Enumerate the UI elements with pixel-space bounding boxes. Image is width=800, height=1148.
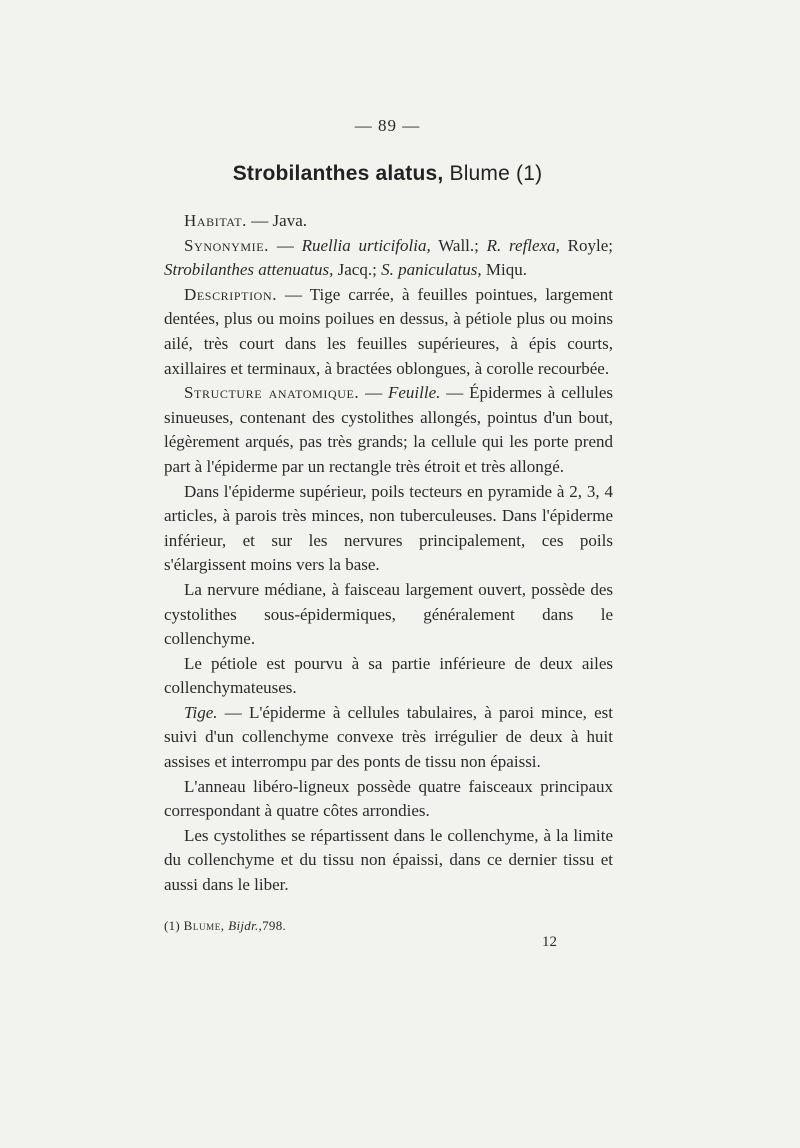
main-text — [164, 209, 613, 898]
stem-paragraph — [164, 701, 613, 775]
habitat-label: Habitat. — [184, 211, 248, 230]
separator: — — [269, 235, 302, 255]
body-paragraph: L'anneau libéro-ligneux possède quatre faisceaux principaux correspondant à quatre côtes arrondies. — [164, 776, 613, 821]
synonym: R. reflexa, — [486, 235, 560, 255]
species-title — [0, 162, 775, 186]
separator: — — [247, 211, 273, 230]
synonym-author: Jacq.; — [333, 260, 382, 280]
body-paragraph: Les cystolithes se répartissent dans le collenchyme, à la limite du collenchyme et du tissu non épaissi, dans ce dernier tissu et aussi dans le liber. — [164, 825, 613, 895]
synonym-author: Royle; — [559, 235, 613, 255]
synonymy-paragraph — [164, 234, 613, 283]
footnote-page: 798. — [262, 918, 287, 933]
habitat-paragraph — [164, 209, 613, 234]
stem-text: L'épiderme à cellules tabulaires, à paroi mince, est suivi d'un collenchyme convexe très irrégulier de deux à huit assises et interrompu par des ponts de tissu non épaissi. — [164, 702, 613, 772]
separator: — — [217, 702, 249, 722]
footnote-work: Bijdr., — [228, 918, 263, 933]
structure-paragraph — [164, 381, 613, 479]
description-paragraph — [164, 283, 613, 381]
leaf-subheading: Feuille. — [388, 383, 441, 403]
separator: — — [359, 383, 388, 403]
stem-subheading: Tige. — [184, 702, 218, 722]
synonym: S. paniculatus, — [381, 260, 482, 280]
structure-text: Épidermes à cellules sinueuses, contenant des cystolithes allongés, pointus d'un bout, légèrement arqués, pas très grands; la cellule qui les porte prend part à l'épiderme par un rectangle très étroit et très allongé. — [164, 383, 614, 476]
description-label: Description. — [184, 284, 278, 304]
page-number: — 89 — — [354, 116, 421, 135]
species-author: Blume (1) — [449, 162, 543, 185]
synonym: Strobilanthes attenuatus, — [164, 260, 334, 280]
structure-label: Structure anatomique. — [184, 383, 360, 403]
synonym-author: Miqu. — [481, 260, 527, 280]
species-name: Strobilanthes alatus, — [232, 162, 444, 185]
body-paragraph: La nervure médiane, à faisceau largement ouvert, possède des cystolithes sous-épidermiques, généralement dans le collenchyme. — [164, 579, 613, 649]
synonymy-label: Synonymie. — [184, 235, 270, 255]
description-text: Tige carrée, à feuilles pointues, largement dentées, plus ou moins poilues en dessus, à pétiole plus ou moins ailé, très court dans les feuilles supérieures, à épis courts, axillaires et terminaux, à bractées oblongues, à corolle recourbée. — [164, 284, 613, 378]
synonym-author: Wall.; — [430, 235, 487, 255]
body-paragraph: Le pétiole est pourvu à sa partie inférieure de deux ailes collenchymateuses. — [164, 653, 613, 698]
separator: — — [277, 284, 310, 304]
footnote — [164, 918, 614, 934]
footnote-author: Blume, — [183, 918, 225, 933]
footnote-number: (1) — [164, 918, 181, 933]
separator: — — [440, 383, 470, 403]
habitat-text: Java. — [272, 211, 307, 230]
signature-mark: 12 — [542, 934, 557, 950]
body-paragraph: Dans l'épiderme supérieur, poils tecteurs en pyramide à 2, 3, 4 articles, à parois très minces, non tuberculeuses. Dans l'épiderme inférieur, et sur les nervures principalement, ces poils s'élargissent moins vers la base. — [164, 481, 613, 575]
synonym: Ruellia urticifolia, — [301, 235, 431, 255]
